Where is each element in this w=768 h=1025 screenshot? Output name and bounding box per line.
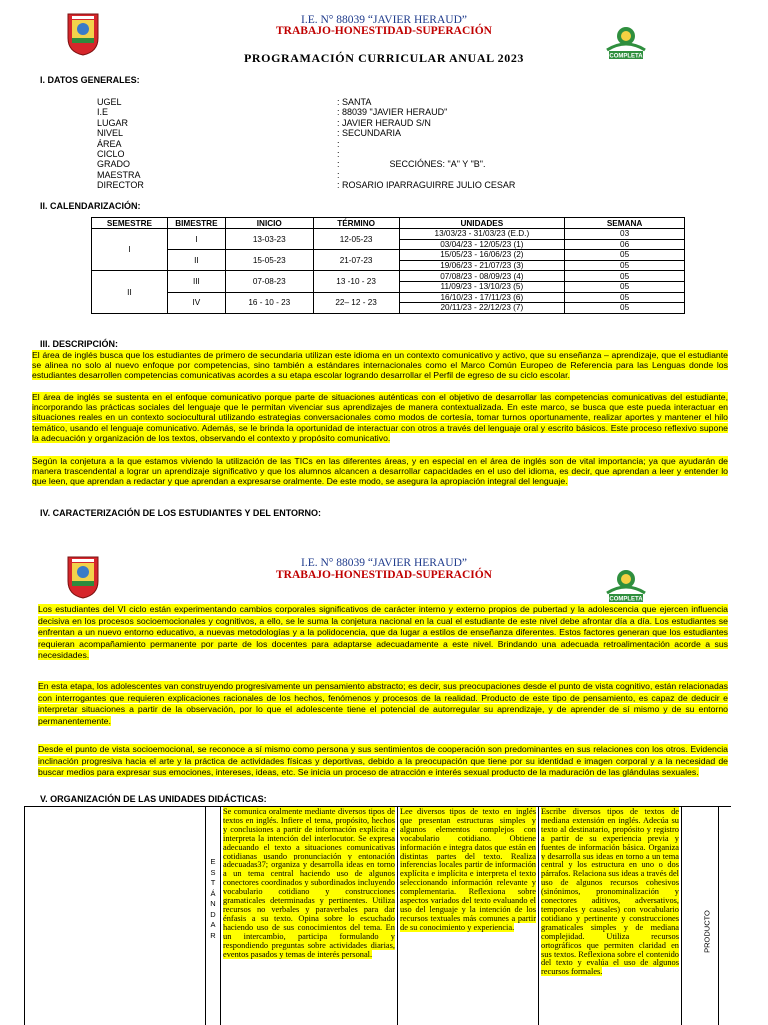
header-semestre: SEMESTRE [92,218,168,229]
characterization-paragraph-2: En esta etapa, los adolescentes van construyendo progresivamente un pensamiento abstracto; es decir, sus preocupaciones desde el punto de vista cognitivo, están relacionadas con interrogantes que requieren explicaciones racionales de los hechos, fenómenos y procesos de la realidad. Producto de este tipo de pensamiento, es capaz de deducir e interpretar situaciones a partir de la observación, por lo que el adolescente tiene el potencial de autorregular su aprendizaje, y de aprender de sí mismo y de su entorno permanentemente. [38,681,728,726]
unit-cell: 20/11/23 - 22/12/23 (7) [399,303,565,314]
general-data-labels [97,97,217,191]
week-cell: 05 [565,250,685,261]
value-ie: : 88039 "JAVIER HERAUD" [337,107,448,118]
table-row [92,271,685,282]
calendar-table [91,217,685,314]
document-title: PROGRAMACIÓN CURRICULAR ANUAL 2023 [243,51,525,65]
unit-cell: 15/05/23 - 16/06/23 (2) [399,250,565,261]
description-paragraph-1: El área de inglés busca que los estudiantes de primero de secundaria utilizan este idioma en un contexto comunicativo y activo, que su enseñanza – aprendizaje, que el estudiante se alinea no solo al nuevo enfoque por competencias, sino también a estándares internacionales como el Marco Común Europeo de Referencia para las Lenguas donde los estudiantes desarrollen competencias comunicativas acordes a su etapa escolar logrando desarrollar el Perfil de egreso de su ciclo escolar. [32,350,728,381]
unit-cell: 03/04/23 - 12/05/23 (1) [399,239,565,250]
header-unidades: UNIDADES [399,218,565,229]
label-ugel: UGEL [97,97,122,107]
start-cell: 13-03-23 [225,229,313,250]
calendar-header-row [92,218,685,229]
label-ciclo: CICLO [97,149,125,160]
standard-label-letter: T [210,878,216,887]
label-ie: I.E [97,107,109,118]
unit-cell: 07/08/23 - 08/09/23 (4) [399,271,565,282]
standard-label-letter: R [210,930,216,940]
school-motto: TRABAJO-HONESTIDAD-SUPERACIÓN [276,569,492,581]
column-divider [538,807,539,1025]
end-cell: 13 -10 - 23 [313,271,399,292]
unit-cell: 19/06/23 - 21/07/23 (3) [399,260,565,271]
week-cell: 05 [565,260,685,271]
week-cell: 05 [565,292,685,303]
header-bimestre: BIMESTRE [167,218,225,229]
svg-text:COMPLETA: COMPLETA [609,596,643,603]
school-name: I.E. N° 88039 “JAVIER HERAUD” [300,14,467,26]
unit-cell: 16/10/23 - 17/11/23 (6) [399,292,565,303]
general-data-values [337,97,717,191]
standard-label-letter: S [210,867,216,877]
product-vertical-label: PRODUCTO [702,910,712,953]
section-organizacion: V. ORGANIZACIÓN DE LAS UNIDADES DIDÁCTICAS: [40,794,267,804]
value-area: : [337,138,340,149]
week-cell: 05 [565,271,685,282]
school-name: I.E. N° 88039 “JAVIER HERAUD” [300,557,467,569]
label-lugar: LUGAR [97,117,129,128]
end-cell: 21-07-23 [313,250,399,271]
value-nivel: : SECUNDARIA [337,128,402,139]
characterization-paragraph-3: Desde el punto de vista socioemocional, se reconoce a sí mismo como persona y sus sentimientos de cooperación son predominantes en sus relaciones con los otros. Evidencia inclinación progresiva hacia el arte y la práctica de actividades físicas y deportivas, debido a la preocupación que tiene por su identidad e imagen corporal y a la necesidad de buscar medios para expresar sus emociones, intereses, ideas, etc. Se inicia un proceso de atracción e interés sexual producto de la maduración de las glándulas sexuales. [38,744,728,778]
completa-logo [603,563,649,610]
bimester-cell: IV [167,292,225,313]
week-cell: 05 [565,303,685,314]
value-ugel: : SANTA [337,97,372,107]
value-lugar: : JAVIER HERAUD S/N [337,117,431,128]
standard-writing-text: Escribe diversos tipos de textos de mediana extensión en inglés. Adecúa su texto al destinatario, propósito y registro a partir de su experiencia previa y fuentes de información básica. Organiza y desarrolla sus ideas en torno a un tema central y los estructura en uno o dos párrafos. Relaciona sus ideas a través del uso de algunos recursos cohesivos (sinónimos, pronominalización y conectores aditivos, adversativos, temporales y causales) con vocabulario cotidiano y pertinente y construcciones gramaticales simples y de mediana complejidad. Utiliza recursos ortográficos que permiten claridad en sus textos. Reflexiona sobre el contenido del texto y evalúa el uso de algunos recursos formales. [541,807,679,977]
semester-cell: I [92,229,168,271]
start-cell: 07-08-23 [225,271,313,292]
end-cell: 12-05-23 [313,229,399,250]
bimester-cell: II [167,250,225,271]
standard-vertical-label [206,857,220,941]
header-inicio: INICIO [225,218,313,229]
semester-cell: II [92,271,168,313]
table-row [92,250,685,261]
standard-label-letter: E [210,857,216,866]
table-row [92,229,685,240]
standard-reading-text: Lee diversos tipos de texto en inglés que presentan estructuras simples y algunos elementos complejos con vocabulario cotidiano. Obtiene información e integra datos que están en distintas partes del texto. Realiza inferencias locales partir de información explícita e implícita e interpreta el texto seleccionando información relevante y complementaria. Reflexiona sobre aspectos variados del texto evaluando el uso del lenguaje y la intención de los recursos textuales más comunes a partir de su conocimiento y experiencia. [400,807,536,932]
unit-cell: 13/03/23 - 31/03/23 (E.D.) [399,229,565,240]
standard-label-letter: D [210,909,216,919]
section-descripcion: III. DESCRIPCIÓN: [40,339,119,349]
standard-label-letter: A [210,920,216,929]
bimester-cell: III [167,271,225,292]
sections-text: SECCIÓNES: "A" Y "B". [389,159,486,170]
column-divider [397,807,398,1025]
product-label-cell [701,907,713,957]
week-cell: 05 [565,281,685,292]
label-grado: GRADO [97,159,131,170]
value-director: : ROSARIO IPARRAGUIRRE JULIO CESAR [337,180,516,191]
label-maestra: MAESTRA [97,169,141,180]
section-calendarizacion: II. CALENDARIZACIÓN: [40,201,141,211]
characterization-paragraph-1: Los estudiantes del VI ciclo están experimentando cambios corporales significativos de carácter interno y externo propios de pubertad y la adolescencia que ejercen influencia decisiva en los procesos socioemocionales y cognitivos, a ello, se le suma la conjetura nacional en la cual el estudiante de este nivel debe afrontar día a día. Los estudiantes se enfrentan a un nuevo entorno educativo, a nuevas metodologías y a la polidocencia, que da lugar a estilos de enseñanza diferentes. Estos factores generan que los estudiantes requieran acompañamiento permanente por parte de los docentes para adaptarse adecuadamente a este nivel. Brindando una adecuada retroalimentación acorde a sus necesidades. [38,604,728,661]
units-table [24,806,731,1025]
column-divider [681,807,682,1025]
start-cell: 16 - 10 - 23 [225,292,313,313]
header-termino: TÉRMINO [313,218,399,229]
section-datos-generales: I. DATOS GENERALES: [40,75,140,85]
value-maestra: : [337,169,340,180]
standard-label-letter: Á [210,888,216,898]
start-cell: 15-05-23 [225,250,313,271]
section-caracterizacion: IV. CARACTERIZACIÓN DE LOS ESTUDIANTES Y DEL ENTORNO: [40,508,322,518]
school-motto: TRABAJO-HONESTIDAD-SUPERACIÓN [276,25,492,37]
units-table-empty-cell [25,807,206,1025]
description-paragraph-3: Según la conjetura a la que estamos viviendo la utilización de las TICs en las diferentes áreas, y en especial en el área de inglés son de vital importancia; ya que ayudarán de manera trascendental a lograr un aprendizaje significativo y que los alumnos alcancen a desarrollar capacidades en el uso del idioma, es decir, que aprendan a leer y entender lo que leen, que aprendan a redactar y que aprendan a expresarse oralmente. De este modo, se asegura la apropiación integral del lenguaje. [32,456,728,487]
week-cell: 06 [565,239,685,250]
value-grado: : SECCIÓNES: "A" Y "B". [337,159,486,170]
week-cell: 03 [565,229,685,240]
standard-label-cell [206,807,221,1025]
bimester-cell: I [167,229,225,250]
label-director: DIRECTOR [97,180,144,191]
value-ciclo: : [337,149,340,160]
standard-oral-text: Se comunica oralmente mediante diversos tipos de textos en inglés. Infiere el tema, propósito, hechos y conclusiones a partir de información explícita e interpreta la intención del interlocutor. Se expresa adecuando el texto a situaciones comunicativas cotidianas usando pronunciación y entonación adecuadas37; organiza y desarrolla ideas en torno a un tema central haciendo uso de algunos conectores coordinados y subordinados incluyendo vocabulario cotidiano y construcciones gramaticales determinadas y pertinentes. Utiliza recursos no verbales y paraverbales para dar énfasis a su texto. Opina sobre lo escuchado haciendo uso de sus conocimientos del tema. En un intercambio, participa formulando y respondiendo preguntas sobre actividades diarias, eventos pasados y temas de interés personal. [223,807,395,959]
unit-cell: 11/09/23 - 13/10/23 (5) [399,281,565,292]
description-paragraph-2: El área de inglés se sustenta en el enfoque comunicativo porque parte de situaciones auténticas con el objetivo de desarrollar las competencias comunicativas del estudiante, incorporando las prácticas sociales del lenguaje que le permitan vivenciar sus aprendizajes de manera contextualizada. En este marco, se busca que este pueda interactuar en situaciones reales en un contexto sociocultural utilizando estrategias conversacionales como modos de cortesía, tomar turnos oportunamente, realizar aportes y mantener el hilo temático, usando el lenguaje comunicativo. Además, se le brinda la oportunidad de interactuar con otros a través del lenguaje oral y escrito básicos. Este proceso reflexivo supone la adecuación y organización de los textos, observando el contexto y propósito comunicativo. [32,392,728,443]
header-semana: SEMANA [565,218,685,229]
label-area: ÁREA [97,138,122,149]
label-nivel: NIVEL [97,128,124,139]
column-divider [718,807,719,1025]
svg-text:COMPLETA: COMPLETA [609,53,643,60]
table-row [92,292,685,303]
end-cell: 22– 12 - 23 [313,292,399,313]
standard-label-letter: N [210,899,216,908]
